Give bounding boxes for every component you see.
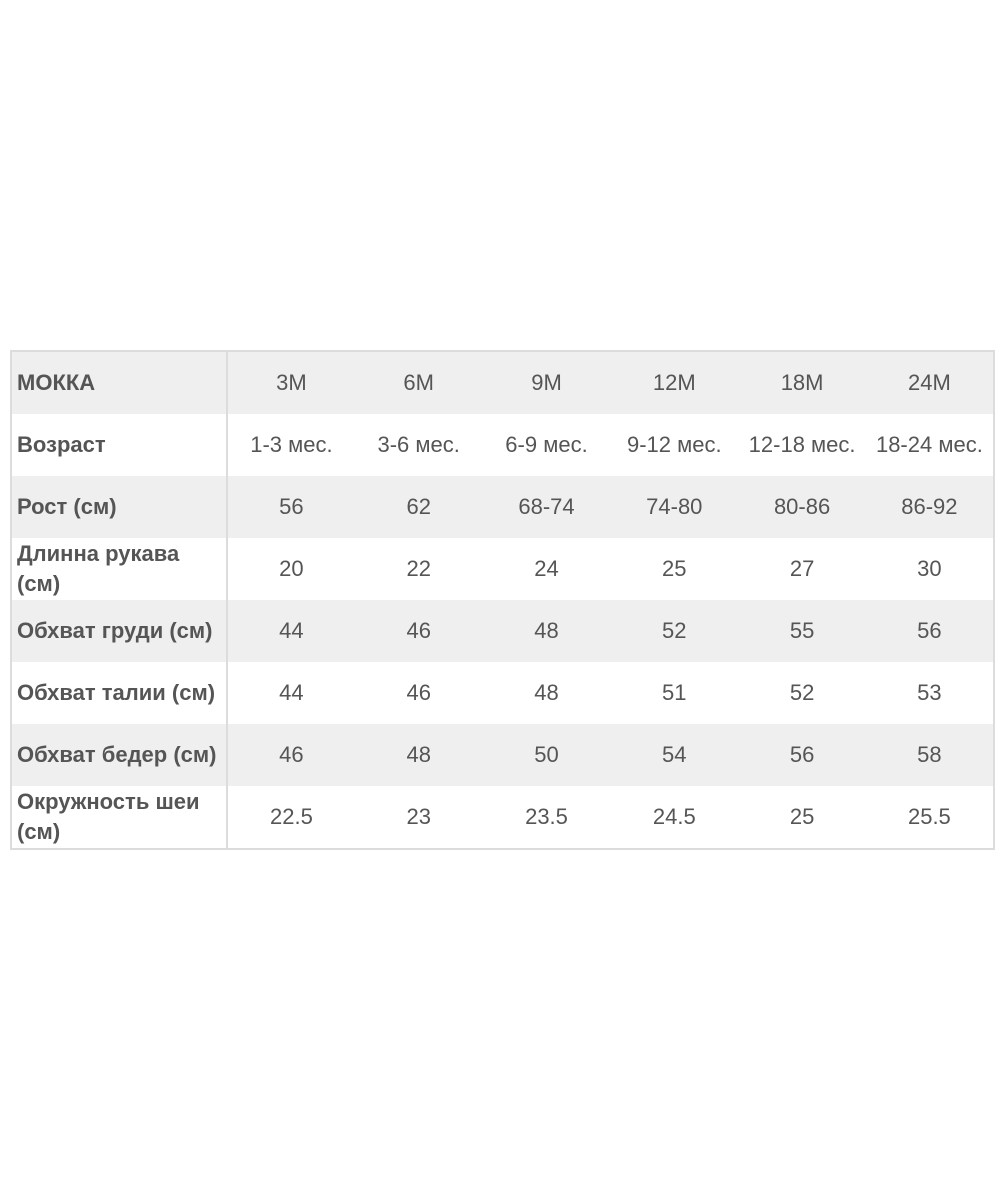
size-header-3m: 3M <box>227 351 355 414</box>
table-cell: 25 <box>738 786 866 849</box>
table-row-neck <box>11 786 994 849</box>
table-cell: 48 <box>483 662 611 724</box>
table-cell: 53 <box>866 662 994 724</box>
table-cell: 9-12 мес. <box>610 414 738 476</box>
size-header-6m: 6M <box>355 351 483 414</box>
size-header-18m: 18M <box>738 351 866 414</box>
row-label: Окружность шеи (см) <box>11 786 227 849</box>
table-cell: 48 <box>483 600 611 662</box>
table-cell: 46 <box>355 662 483 724</box>
table-cell: 50 <box>483 724 611 786</box>
table-cell: 56 <box>866 600 994 662</box>
row-label: Рост (см) <box>11 476 227 538</box>
table-cell: 44 <box>227 662 355 724</box>
table-cell: 46 <box>355 600 483 662</box>
table-row-sleeve-length <box>11 538 994 600</box>
table-cell: 80-86 <box>738 476 866 538</box>
table-row-hips <box>11 724 994 786</box>
table-cell: 23 <box>355 786 483 849</box>
table-cell: 58 <box>866 724 994 786</box>
size-chart-table <box>10 350 995 850</box>
table-cell: 55 <box>738 600 866 662</box>
table-cell: 48 <box>355 724 483 786</box>
table-cell: 46 <box>227 724 355 786</box>
table-cell: 52 <box>610 600 738 662</box>
table-row-waist <box>11 662 994 724</box>
table-cell: 25.5 <box>866 786 994 849</box>
row-label: Обхват бедер (см) <box>11 724 227 786</box>
table-cell: 56 <box>738 724 866 786</box>
table-cell: 74-80 <box>610 476 738 538</box>
table-cell: 86-92 <box>866 476 994 538</box>
header-row <box>11 351 994 414</box>
table-cell: 20 <box>227 538 355 600</box>
product-name: МОККА <box>11 351 227 414</box>
table-cell: 27 <box>738 538 866 600</box>
table-row-chest <box>11 600 994 662</box>
table-cell: 1-3 мес. <box>227 414 355 476</box>
table-row-height <box>11 476 994 538</box>
table-cell: 22.5 <box>227 786 355 849</box>
size-header-9m: 9M <box>483 351 611 414</box>
table-cell: 44 <box>227 600 355 662</box>
row-label: Длинна рукава (см) <box>11 538 227 600</box>
table-cell: 23.5 <box>483 786 611 849</box>
table-cell: 25 <box>610 538 738 600</box>
table-cell: 6-9 мес. <box>483 414 611 476</box>
table-cell: 51 <box>610 662 738 724</box>
table-cell: 68-74 <box>483 476 611 538</box>
table-cell: 12-18 мес. <box>738 414 866 476</box>
table-cell: 54 <box>610 724 738 786</box>
table-cell: 24 <box>483 538 611 600</box>
table-cell: 18-24 мес. <box>866 414 994 476</box>
table-cell: 24.5 <box>610 786 738 849</box>
row-label: Обхват груди (см) <box>11 600 227 662</box>
table-cell: 3-6 мес. <box>355 414 483 476</box>
table-cell: 56 <box>227 476 355 538</box>
table-cell: 52 <box>738 662 866 724</box>
table-row-age <box>11 414 994 476</box>
size-header-12m: 12M <box>610 351 738 414</box>
table-cell: 62 <box>355 476 483 538</box>
row-label: Обхват талии (см) <box>11 662 227 724</box>
size-header-24m: 24M <box>866 351 994 414</box>
table-cell: 22 <box>355 538 483 600</box>
table-cell: 30 <box>866 538 994 600</box>
row-label: Возраст <box>11 414 227 476</box>
